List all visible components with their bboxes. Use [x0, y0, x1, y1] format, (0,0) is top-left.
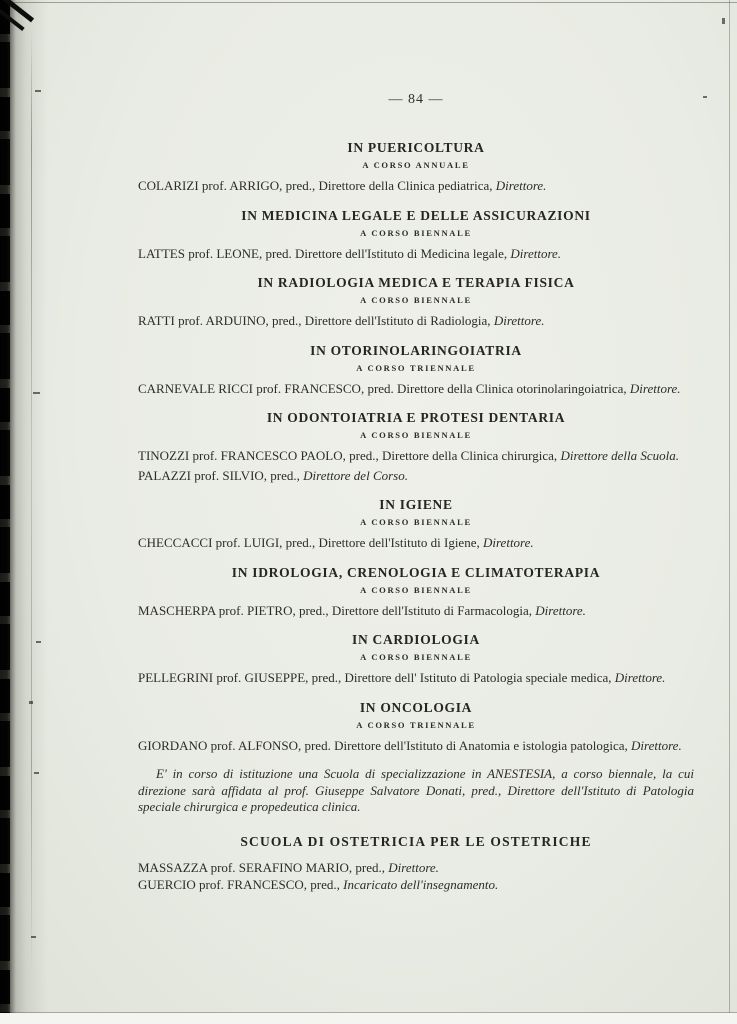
page-edge-right [729, 0, 730, 1013]
entry-text: MASSAZZA prof. SERAFINO MARIO, pred., [138, 859, 389, 875]
faculty-entry [138, 535, 694, 552]
page-number: — 84 — [388, 92, 444, 107]
scan-noise [29, 701, 33, 704]
faculty-entry [138, 603, 694, 620]
faculty-entry [138, 448, 694, 465]
entry-text: GUERCIO prof. FRANCESCO, pred., [138, 877, 344, 892]
section-subtitle: A CORSO BIENNALE [360, 227, 472, 238]
entry-text: Direttore della Scuola. [560, 448, 679, 463]
entry-text: Direttore. [495, 178, 547, 193]
scanner-bed-strip [0, 1013, 737, 1024]
scan-noise [36, 641, 41, 643]
specialization-section [138, 700, 694, 755]
entry-text: Direttore del Corso. [303, 467, 408, 483]
entry-text: Direttore. [629, 380, 681, 396]
specialization-section [138, 343, 694, 398]
specialization-section [138, 632, 694, 687]
faculty-entry [138, 670, 694, 687]
page-content [138, 0, 694, 894]
scan-noise [35, 90, 41, 92]
entry-text: Direttore. [493, 313, 545, 328]
entry-text: TINOZZI prof. FRANCESCO PAOLO, pred., Direttore della Clinica chirurgica, [138, 448, 561, 463]
entry-text: Incaricato dell'insegnamento. [343, 877, 499, 892]
section-title: IN PUERICOLTURA [347, 140, 485, 155]
faculty-entry [138, 738, 694, 755]
book-binding-shadow [0, 0, 48, 1013]
section-subtitle: A CORSO BIENNALE [360, 295, 472, 305]
entry-text: Direttore. [614, 670, 666, 685]
faculty-entry [138, 313, 694, 330]
scan-noise [33, 392, 40, 394]
specialization-section [138, 410, 694, 484]
specialization-section [138, 208, 694, 263]
entry-text: CARNEVALE RICCI prof. FRANCESCO, pred. Direttore della Clinica otorinolaringoiatrica, [138, 380, 630, 396]
page-edge-bottom [6, 1012, 737, 1013]
scan-noise [722, 18, 725, 24]
school-title: SCUOLA DI OSTETRICIA PER LE OSTETRICHE [240, 833, 592, 849]
section-title: IN IGIENE [379, 497, 453, 512]
school-entries [138, 860, 694, 894]
entry-text: Direttore. [388, 859, 439, 875]
section-title: IN IDROLOGIA, CRENOLOGIA E CLIMATOTERAPIA [231, 564, 601, 580]
entry-text: LATTES prof. LEONE, pred. Direttore dell'Istituto di Medicina legale, [138, 245, 511, 261]
scan-noise [703, 96, 707, 98]
note-paragraph [138, 766, 694, 816]
entry-text: MASCHERPA prof. PIETRO, pred., Direttore dell'Istituto di Farmacologia, [138, 602, 536, 618]
faculty-entry [138, 860, 694, 877]
section-subtitle: A CORSO ANNUALE [362, 160, 470, 170]
section-title: IN CARDIOLOGIA [352, 632, 480, 647]
section-subtitle: A CORSO BIENNALE [360, 652, 472, 662]
entry-text: PALAZZI prof. SILVIO, pred., [138, 467, 304, 483]
faculty-entry [138, 178, 694, 195]
faculty-entry [138, 381, 694, 398]
entry-text: Direttore. [631, 737, 682, 753]
section-title: IN ODONTOIATRIA E PROTESI DENTARIA [266, 410, 566, 425]
entry-text: RATTI prof. ARDUINO, pred., Direttore dell'Istituto di Radiologia, [138, 313, 494, 328]
specialization-section [138, 275, 694, 330]
specialization-section [138, 497, 694, 552]
specialization-section [138, 140, 694, 195]
faculty-entry [138, 246, 694, 263]
section-subtitle: A CORSO BIENNALE [360, 517, 472, 527]
specialization-section [138, 565, 694, 620]
school-section [138, 834, 694, 894]
entry-text: E' in corso di istituzione una Scuola di specializzazione in ANESTESIA, a corso biennale, la cui direzione sarà affidata al prof. Giuseppe Salvatore Donati, pred., Direttore dell'Istituto di Patologia speciale chirurgica e propedeutica clinica. [138, 766, 694, 814]
sections [138, 140, 694, 754]
section-title: IN RADIOLOGIA MEDICA E TERAPIA FISICA [257, 275, 575, 290]
faculty-entry [138, 877, 694, 894]
entry-text: Direttore. [510, 245, 562, 261]
entry-text: CHECCACCI prof. LUIGI, pred., Direttore dell'Istituto di Igiene, [138, 535, 483, 550]
gutter-crease-line [31, 30, 32, 974]
section-subtitle: A CORSO TRIENNALE [356, 362, 476, 373]
entry-text: Direttore. [482, 535, 534, 550]
section-title: IN ONCOLOGIA [359, 699, 473, 715]
section-title: IN OTORINOLARINGOIATRIA [310, 342, 522, 358]
entry-text: GIORDANO prof. ALFONSO, pred. Direttore dell'Istituto di Anatomia e istologia patologica, [138, 737, 632, 753]
faculty-entry [138, 468, 694, 485]
section-subtitle: A CORSO TRIENNALE [356, 719, 476, 730]
scan-noise [34, 772, 39, 774]
scan-noise [31, 936, 36, 938]
entry-text: COLARIZI prof. ARRIGO, pred., Direttore della Clinica pediatrica, [138, 178, 496, 193]
section-subtitle: A CORSO BIENNALE [360, 584, 472, 595]
entry-text: PELLEGRINI prof. GIUSEPPE, pred., Direttore dell' Istituto di Patologia speciale medica, [138, 670, 615, 685]
section-title: IN MEDICINA LEGALE E DELLE ASSICURAZIONI [241, 207, 591, 223]
section-subtitle: A CORSO BIENNALE [360, 430, 472, 440]
entry-text: Direttore. [535, 602, 586, 618]
